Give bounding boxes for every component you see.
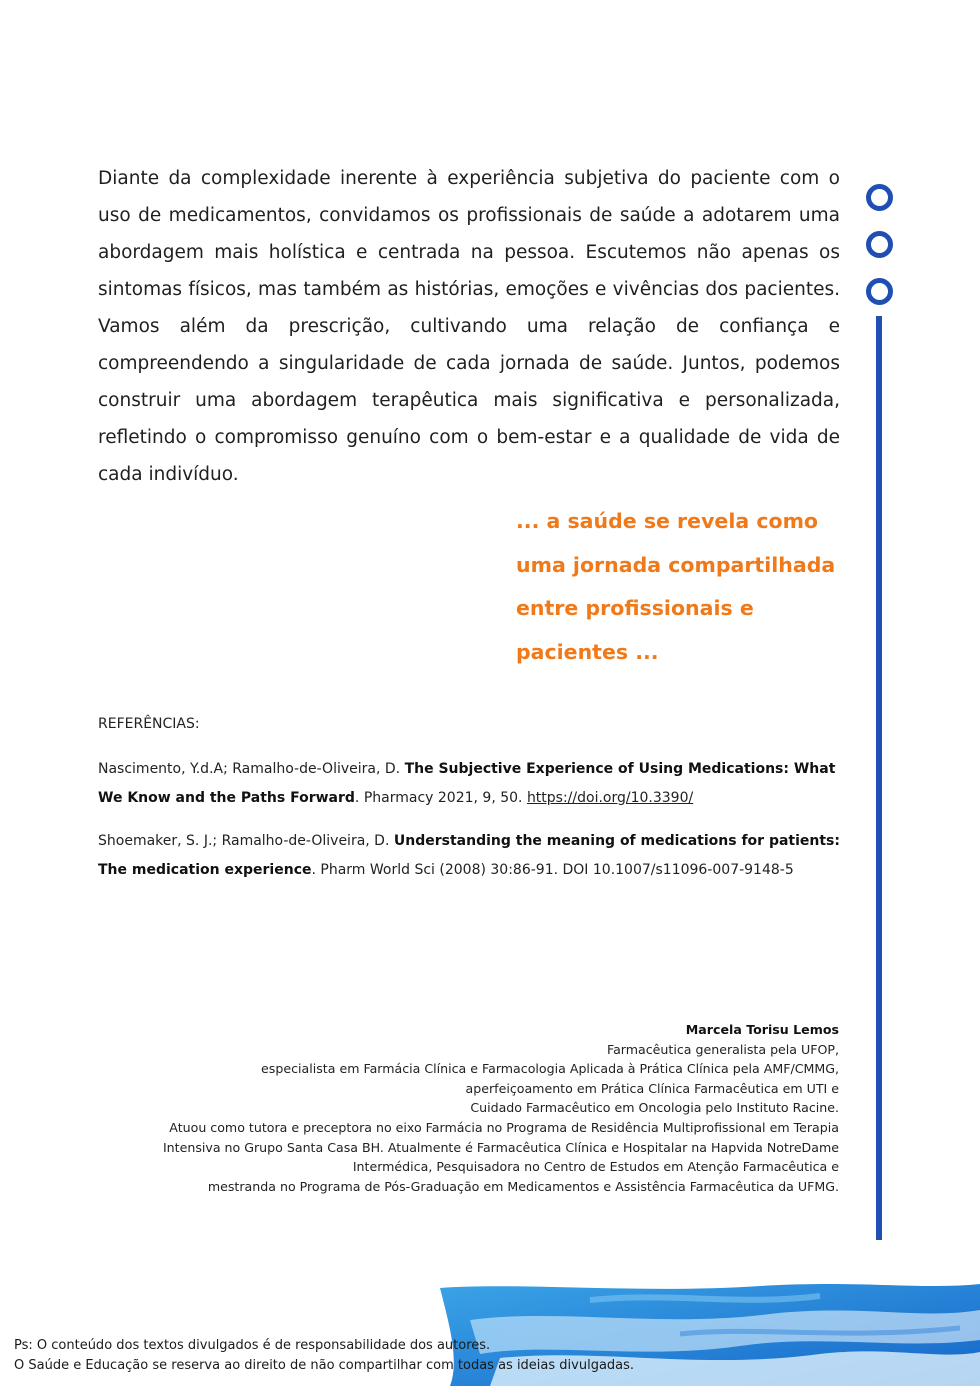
author-bio-line: mestranda no Programa de Pós-Graduação em Medicamentos e Assistência Farmacêutica da UFMG. xyxy=(207,1178,839,1194)
author-bio-line: Farmacêutica generalista pela UFOP, xyxy=(607,1041,839,1057)
reference-authors: Nascimento, Y.d.A; Ramalho-de-Oliveira, D. xyxy=(98,761,405,777)
reference-title: The Subjective Experience of Using Medications: What We Know and the Paths Forward xyxy=(98,761,836,806)
reference-source: . Pharm World Sci (2008) 30:86-91. DOI 10.1007/s11096-007-9148-5 xyxy=(311,861,794,878)
vertical-divider xyxy=(876,316,882,1240)
reference-link[interactable]: https://doi.org/10.3390/ xyxy=(526,789,694,806)
author-bio-line: especialista em Farmácia Clínica e Farmacologia Aplicada à Prática Clínica pela AMF/CMMG, xyxy=(261,1061,839,1077)
reference-item xyxy=(98,755,840,812)
author-bio-line: Intensiva no Grupo Santa Casa BH. Atualmente é Farmacêutica Clínica e Hospitalar na Hapvida NotreDame xyxy=(162,1139,839,1155)
author-block xyxy=(119,1020,839,1196)
main-paragraph: Diante da complexidade inerente à experiência subjetiva do paciente com o uso de medicamentos, convidamos os profissionais de saúde a adotarem uma abordagem mais holística e centrada na pessoa. Escutemos não apenas os sintomas físicos, mas também as histórias, emoções e vivências dos pacientes. Vamos além da prescrição, cultivando uma relação de confiança e compreendendo a singularidade de cada jornada de saúde. Juntos, podemos construir uma abordagem terapêutica mais significativa e personalizada, refletindo o compromisso genuíno com o bem-estar e a qualidade de vida de cada indivíduo. xyxy=(98,168,840,485)
author-bio-line: Atuou como tutora e preceptora no eixo Farmácia no Programa de Residência Multiprofissional em Terapia xyxy=(169,1119,839,1135)
ring-icon xyxy=(866,231,893,258)
author-bio-line: aperfeiçoamento em Prática Clínica Farmacêutica em UTI e xyxy=(465,1080,839,1096)
footer-line: O Saúde e Educação se reserva ao direito de não compartilhar com todas as ideias divulgadas. xyxy=(14,1358,635,1373)
footer-disclaimer xyxy=(14,1336,634,1376)
reference-item xyxy=(98,827,840,884)
footer-line: Ps: O conteúdo dos textos divulgados é de responsabilidade dos autores. xyxy=(14,1338,491,1353)
highlight-quote: ... a saúde se revela como uma jornada compartilhada entre profissionais e pacientes ... xyxy=(516,509,836,664)
reference-authors: Shoemaker, S. J.; Ramalho-de-Oliveira, D. xyxy=(98,833,394,849)
reference-title: Understanding the meaning of medications for patients: The medication experience xyxy=(98,833,840,878)
reference-source: . Pharmacy 2021, 9, 50. xyxy=(354,789,527,806)
author-bio-line: Intermédica, Pesquisadora no Centro de Estudos em Atenção Farmacêutica e xyxy=(352,1159,839,1175)
ring-icon xyxy=(866,184,893,211)
references-heading: REFERÊNCIAS: xyxy=(98,716,200,732)
ring-icon xyxy=(866,278,893,305)
author-name: Marcela Torisu Lemos xyxy=(685,1022,839,1037)
author-bio-line: Cuidado Farmacêutico em Oncologia pelo Instituto Racine. xyxy=(470,1100,839,1116)
